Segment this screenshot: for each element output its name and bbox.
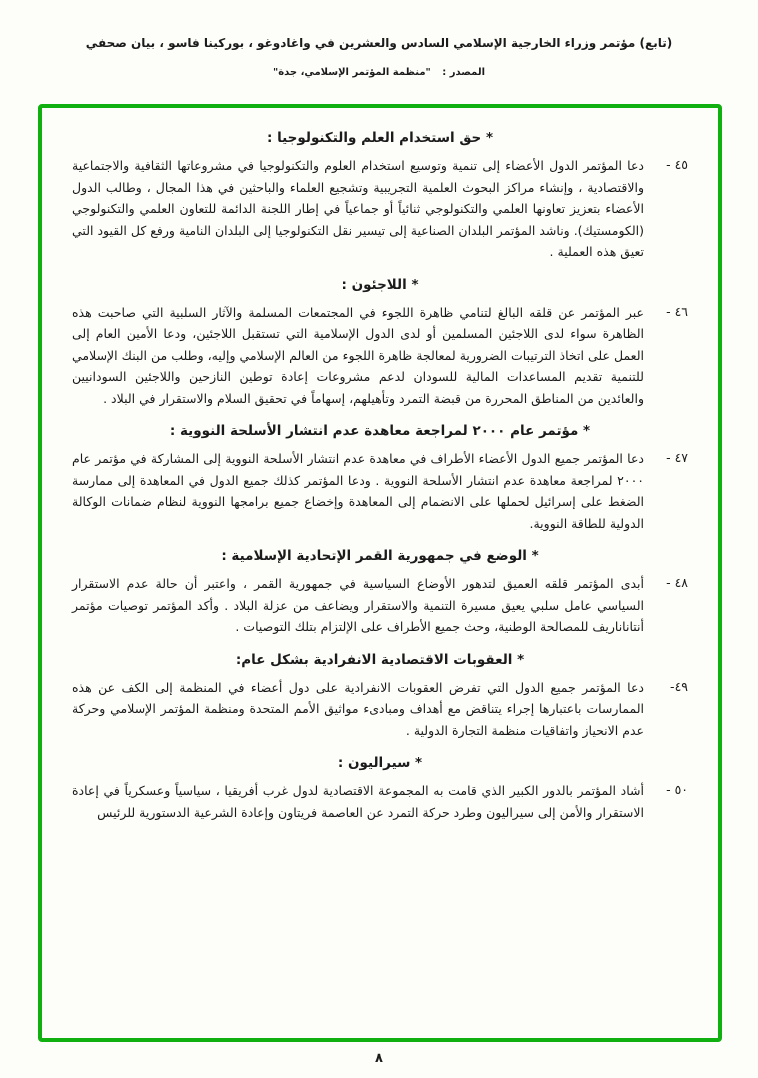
item-number: ٤٨ - [666, 575, 688, 590]
item-number: ٥٠ - [666, 782, 688, 797]
section-sierra-leone [72, 755, 688, 823]
page-number: ٨ [375, 1051, 383, 1066]
section-heading: * سيراليون : [337, 755, 423, 771]
list-item [72, 573, 688, 638]
item-text: دعا المؤتمر جميع الدول الأعضاء الأطراف في معاهدة عدم انتشار الأسلحة النووية إلى المشاركة في مؤتمر عام ٢٠٠٠ لمراجعة معاهدة عدم انتشار الأسلحة النووية . ودعا المؤتمر كذلك جميع الدول في المعاهدة إلى ممارسة الضغط على إسرائيل لحملها على الانضمام إلى المعاهدة وإخضاع جميع برامجها النووية لنظام ضمانات الوكالة الدولية للطاقة النووية. [72, 451, 644, 531]
section-unilateral-sanctions [72, 652, 688, 742]
list-item [72, 677, 688, 742]
item-text: عبر المؤتمر عن قلقه البالغ لتنامي ظاهرة اللجوء في المجتمعات المسلمة والآثار السلبية التي صاحبت هذه الظاهرة سواء لدى اللاجئين المسلمين أو لدى الدول الإسلامية التي تستقبل اللاجئين، ودعا الأمين العام إلى العمل على اتخاذ الترتيبات الضرورية لمعالجة ظاهرة اللجوء من العالم الإسلامي وإليه، وطلب من البنك الإسلامي للتنمية تقديم المساعدات المالية للسودان لدعم مشروعات إعادة توطين النازحين واللاجئين السودانيين والعائدين من المناطق المحررة من قبضة التمرد وتأهيلهم، إسهاماً في تحقيق السلام والاستقرار في البلاد . [72, 304, 644, 406]
item-number: ٤٦ - [666, 303, 688, 319]
item-number: ٤٧ - [666, 450, 688, 465]
section-heading: * الوضع في جمهورية القمر الإتحادية الإسلامية : [221, 548, 539, 564]
item-text: أشاد المؤتمر بالدور الكبير الذي قامت به المجموعة الاقتصادية لدول غرب أفريقيا ، سياسياً وعسكرياً في إعادة الاستقرار والأمن إلى سيراليون وطرد حركة التمرد عن العاصمة فريتاون وإعادة الشرعية الدستورية للرئيس [72, 783, 644, 820]
document-header [0, 36, 758, 78]
section-heading: * مؤتمر عام ٢٠٠٠ لمراجعة معاهدة عدم انتشار الأسلحة النووية : [169, 423, 591, 439]
list-item [72, 780, 688, 823]
item-number: ٤٩- [670, 678, 688, 694]
section-heading: * اللاجئون : [341, 276, 419, 293]
section-science-technology [72, 130, 688, 263]
section-heading: * حق استخدام العلم والتكنولوجيا : [267, 130, 493, 146]
section-heading: * العقوبات الاقتصادية الانفرادية بشكل عام: [235, 651, 525, 668]
document-title: (تابع) مؤتمر وزراء الخارجية الإسلامي السادس والعشرين في واغادوغو ، بوركينا فاسو ، بيان صحفي [85, 36, 673, 50]
source-value: "منظمة المؤتمر الإسلامي، جدة" [272, 66, 431, 78]
item-text: دعا المؤتمر جميع الدول التي تفرض العقوبات الانفرادية على دول أعضاء في المنظمة إلى الكف عن هذه الممارسات باعتبارها إجراء يتناقض مع أهداف ومبادىء مواثيق الأمم المتحدة ومنظمة المؤتمر الإسلامي وحركة عدم الانحياز واتفاقيات منظمة التجارة الدولية . [72, 679, 644, 738]
document-source [0, 67, 758, 78]
section-comoros [72, 548, 688, 638]
source-label: المصدر : [442, 66, 486, 78]
item-number: ٤٥ - [666, 157, 688, 172]
item-text: أبدى المؤتمر قلقه العميق لتدهور الأوضاع السياسية في جمهورية القمر ، واعتبر أن حالة عدم الاستقرار السياسي عامل سلبي يعيق مسيرة التنمية والاستقرار ويضاعف من عزلة البلاد . وأكد المؤتمر توصيات مؤتمر أنتاناناريف للمصالحة الوطنية، وحث جميع الأطراف على الإلتزام بتلك التوصيات . [72, 576, 644, 634]
item-text: دعا المؤتمر الدول الأعضاء إلى تنمية وتوسيع استخدام العلوم والتكنولوجيا في مشروعاتها الثقافية والاجتماعية والاقتصادية ، وإنشاء مراكز البحوث العلمية التجريبية وتشجيع العلماء والباحثين في هذا المجال ، وطالب الدول الأعضاء بتعزيز تعاونها العلمي والتكنولوجي ثنائياً أو جماعياً في إطار اللجنة الدائمة للتعاون العلمي والتكنولوجي (الكومستيك). وناشد المؤتمر البلدان الصناعية إلى تيسير نقل التكنولوجيا إلى البلدان النامية ورفع كل القيود التي تعيق هذه العملية . [72, 158, 644, 259]
list-item [72, 302, 688, 410]
section-refugees [72, 277, 688, 410]
list-item [72, 155, 688, 263]
content-border-box [38, 104, 722, 1042]
list-item [72, 448, 688, 534]
section-npt-2000-conference [72, 423, 688, 534]
